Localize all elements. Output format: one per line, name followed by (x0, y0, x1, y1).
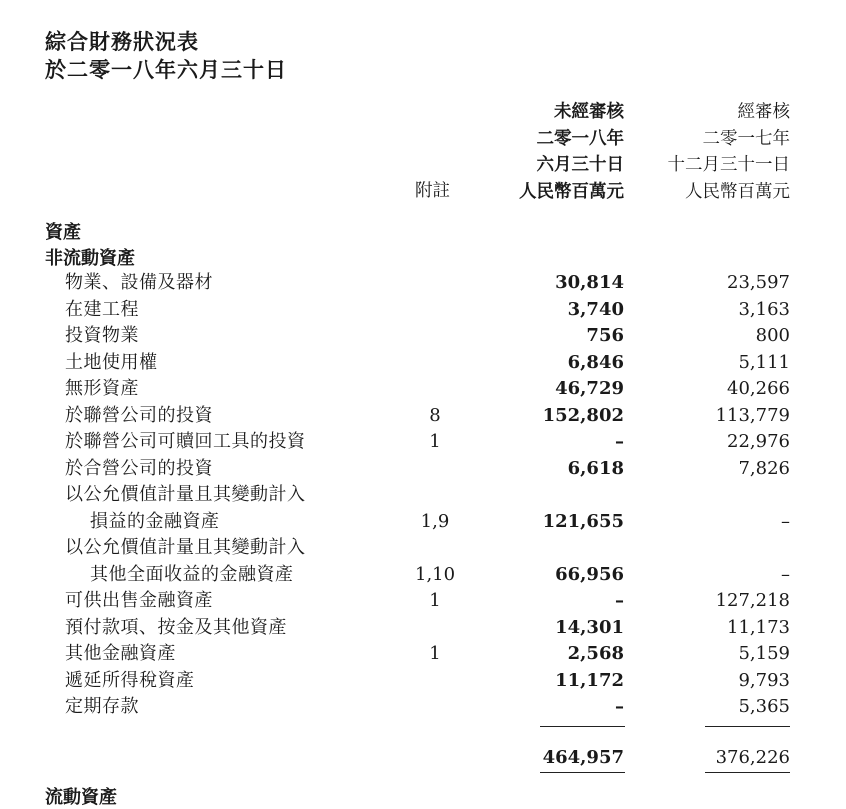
row-previous-value: 7,826 (738, 457, 790, 479)
row-current-value: 46,729 (555, 378, 624, 399)
row-current-value: 6,618 (567, 457, 624, 479)
row-previous-value: 3,163 (738, 298, 790, 320)
previous-status: 經審核 (737, 102, 790, 122)
row-label: 定期存款 (65, 696, 139, 717)
row-previous-value: 11,173 (727, 616, 790, 638)
row-previous-value: 113,779 (715, 404, 790, 426)
row-previous-value: – (781, 563, 790, 585)
current-year: 二零一八年 (536, 128, 624, 149)
row-label: 物業、設備及器材 (65, 272, 213, 293)
row-label: 無形資產 (65, 378, 139, 399)
row-previous-value: 5,365 (738, 696, 790, 717)
total-previous: 376,226 (715, 747, 790, 768)
row-previous-value: 800 (755, 325, 790, 346)
table-row (0, 641, 846, 668)
row-current-value: 6,846 (567, 351, 624, 373)
table-row (0, 323, 846, 350)
row-note: 8 (429, 404, 441, 426)
table-row (0, 668, 846, 695)
previous-date: 十二月三十一日 (667, 155, 790, 175)
table-row (0, 456, 846, 483)
previous-year: 二零一七年 (702, 128, 790, 149)
table-row (0, 482, 846, 509)
table-row (0, 615, 846, 642)
table-row (0, 297, 846, 324)
row-label: 於聯營公司的投資 (65, 404, 213, 426)
row-label: 在建工程 (65, 298, 139, 320)
row-label: 於聯營公司可贖回工具的投資 (65, 431, 306, 452)
row-label: 可供出售金融資產 (65, 590, 213, 611)
current-period-header (519, 99, 624, 205)
total-current: 464,957 (542, 747, 624, 768)
row-current-value: – (615, 590, 624, 611)
row-current-value: 11,172 (555, 669, 624, 691)
previous-total-rule (705, 772, 790, 773)
row-current-value: 152,802 (542, 404, 624, 426)
row-previous-value: 9,793 (738, 669, 790, 691)
current-status: 未經審核 (554, 102, 624, 122)
section-non-current-assets: 非流動資產 (45, 248, 135, 269)
row-current-value: 2,568 (567, 643, 624, 664)
row-previous-value: 127,218 (715, 590, 790, 611)
row-label: 其他金融資產 (65, 643, 176, 664)
row-current-value: – (615, 696, 624, 717)
row-current-value: 3,740 (567, 298, 624, 320)
row-previous-value: 22,976 (727, 431, 790, 452)
table-row (0, 535, 846, 562)
statement-date: 於二零一八年六月三十日 (45, 58, 287, 82)
row-current-value: – (615, 431, 624, 452)
table-row (0, 429, 846, 456)
previous-subtotal-rule (705, 726, 790, 727)
row-previous-value: 40,266 (727, 378, 790, 399)
current-date: 六月三十日 (536, 155, 624, 175)
row-previous-value: 23,597 (727, 272, 790, 293)
current-subtotal-rule (540, 726, 625, 727)
row-label: 以公允價值計量且其變動計入 (65, 484, 306, 505)
table-row (0, 694, 846, 721)
previous-period-header (668, 99, 791, 205)
row-note: 1 (429, 590, 441, 611)
row-note: 1,10 (415, 563, 456, 585)
table-row (0, 562, 846, 589)
row-label: 以公允價值計量且其變動計入 (65, 537, 306, 558)
current-total-rule (540, 772, 625, 773)
row-label: 於合營公司的投資 (65, 457, 213, 479)
row-current-value: 66,956 (555, 563, 624, 585)
row-previous-value: 5,111 (738, 351, 790, 373)
row-note: 1 (429, 431, 441, 452)
row-label: 土地使用權 (65, 351, 158, 373)
row-label: 損益的金融資產 (90, 510, 220, 532)
statement-title: 綜合財務狀況表 (45, 30, 199, 54)
row-previous-value: 5,159 (738, 643, 790, 664)
row-previous-value: – (781, 510, 790, 532)
previous-unit: 人民幣百萬元 (685, 181, 790, 202)
row-label: 投資物業 (65, 325, 139, 346)
row-current-value: 14,301 (555, 616, 624, 638)
table-row (0, 588, 846, 615)
section-current-assets: 流動資產 (45, 787, 117, 808)
table-row (0, 376, 846, 403)
row-note: 1,9 (420, 510, 450, 532)
row-label: 遞延所得稅資產 (65, 669, 195, 691)
section-assets: 資產 (45, 222, 81, 243)
row-current-value: 121,655 (542, 510, 624, 532)
table-row (0, 509, 846, 536)
table-row (0, 270, 846, 297)
table-row (0, 350, 846, 377)
row-current-value: 30,814 (555, 272, 624, 293)
row-current-value: 756 (586, 325, 624, 346)
table-row (0, 403, 846, 430)
current-unit: 人民幣百萬元 (519, 181, 624, 202)
total-row (0, 745, 846, 772)
row-label: 其他全面收益的金融資產 (90, 563, 294, 585)
note-header: 附註 (415, 181, 450, 201)
row-note: 1 (429, 643, 441, 664)
row-label: 預付款項、按金及其他資產 (65, 616, 287, 638)
